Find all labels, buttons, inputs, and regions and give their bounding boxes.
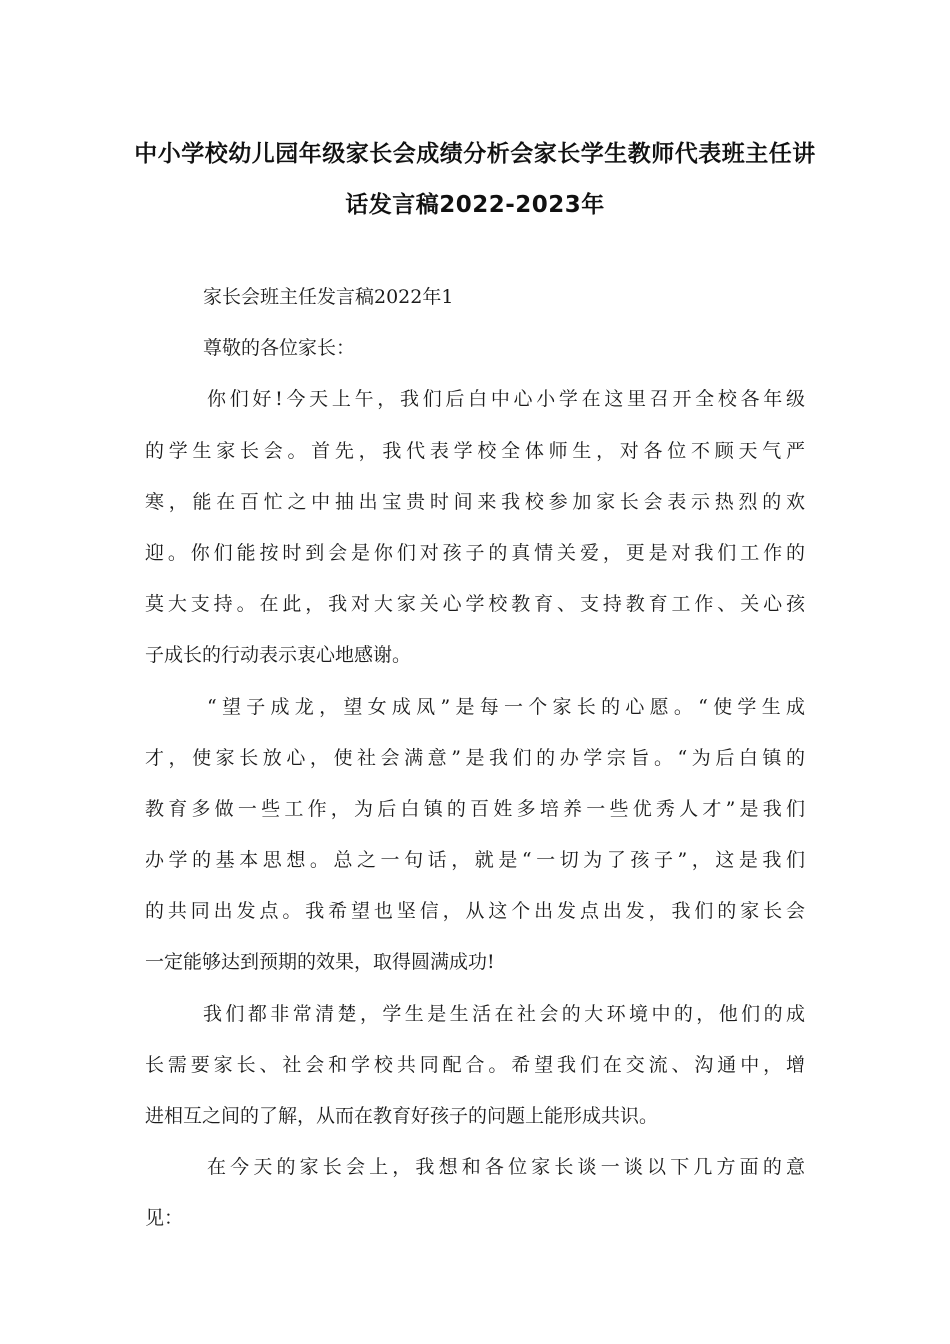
document-title-line-1: 中小学校幼儿园年级家长会成绩分析会家长学生教师代表班主任讲 [134, 141, 816, 167]
paragraph-4-line: 见： [145, 1207, 184, 1230]
paragraph-1-line: 子成长的行动表示衷心地感谢。 [145, 644, 412, 667]
paragraph-4-line: 在今天的家长会上，我想和各位家长谈一谈以下几方面的意 [207, 1156, 805, 1179]
paragraph-1-line: 的学生家长会。首先，我代表学校全体师生，对各位不顾天气严 [145, 439, 805, 462]
paragraph-3-line: 长需要家长、社会和学校共同配合。希望我们在交流、沟通中，增 [145, 1053, 805, 1076]
paragraph-2-line: 教育多做一些工作，为后白镇的百姓多培养一些优秀人才”是我们 [145, 797, 805, 820]
paragraph-2-line: “望子成龙，望女成凤”是每一个家长的心愿。“使学生成 [207, 695, 805, 718]
paragraph-3-line: 我们都非常清楚，学生是生活在社会的大环境中的，他们的成 [203, 1002, 805, 1025]
paragraph-1-line: 迎。你们能按时到会是你们对孩子的真情关爱，更是对我们工作的 [145, 541, 805, 564]
paragraph-2-line: 办学的基本思想。总之一句话，就是“一切为了孩子”，这是我们 [145, 849, 805, 872]
paragraph-2-line: 才，使家长放心，使社会满意”是我们的办学宗旨。“为后白镇的 [145, 746, 805, 769]
paragraph-1-line: 你们好!今天上午，我们后白中心小学在这里召开全校各年级 [207, 388, 805, 411]
paragraph-1-line: 莫大支持。在此，我对大家关心学校教育、支持教育工作、关心孩 [145, 593, 805, 616]
paragraph-2-line: 一定能够达到预期的效果，取得圆满成功! [145, 951, 495, 974]
section-heading: 家长会班主任发言稿2022年1 [203, 286, 454, 308]
salutation: 尊敬的各位家长： [203, 337, 356, 360]
paragraph-2-line: 的共同出发点。我希望也坚信，从这个出发点出发，我们的家长会 [145, 900, 805, 923]
document-body [145, 272, 805, 1245]
document-title-line-2: 话发言稿2022-2023年 [345, 192, 605, 218]
paragraph-3-line: 进相互之间的了解，从而在教育好孩子的问题上能形成共识。 [145, 1105, 659, 1127]
paragraph-1-line: 寒，能在百忙之中抽出宝贵时间来我校参加家长会表示热烈的欢 [145, 490, 805, 513]
